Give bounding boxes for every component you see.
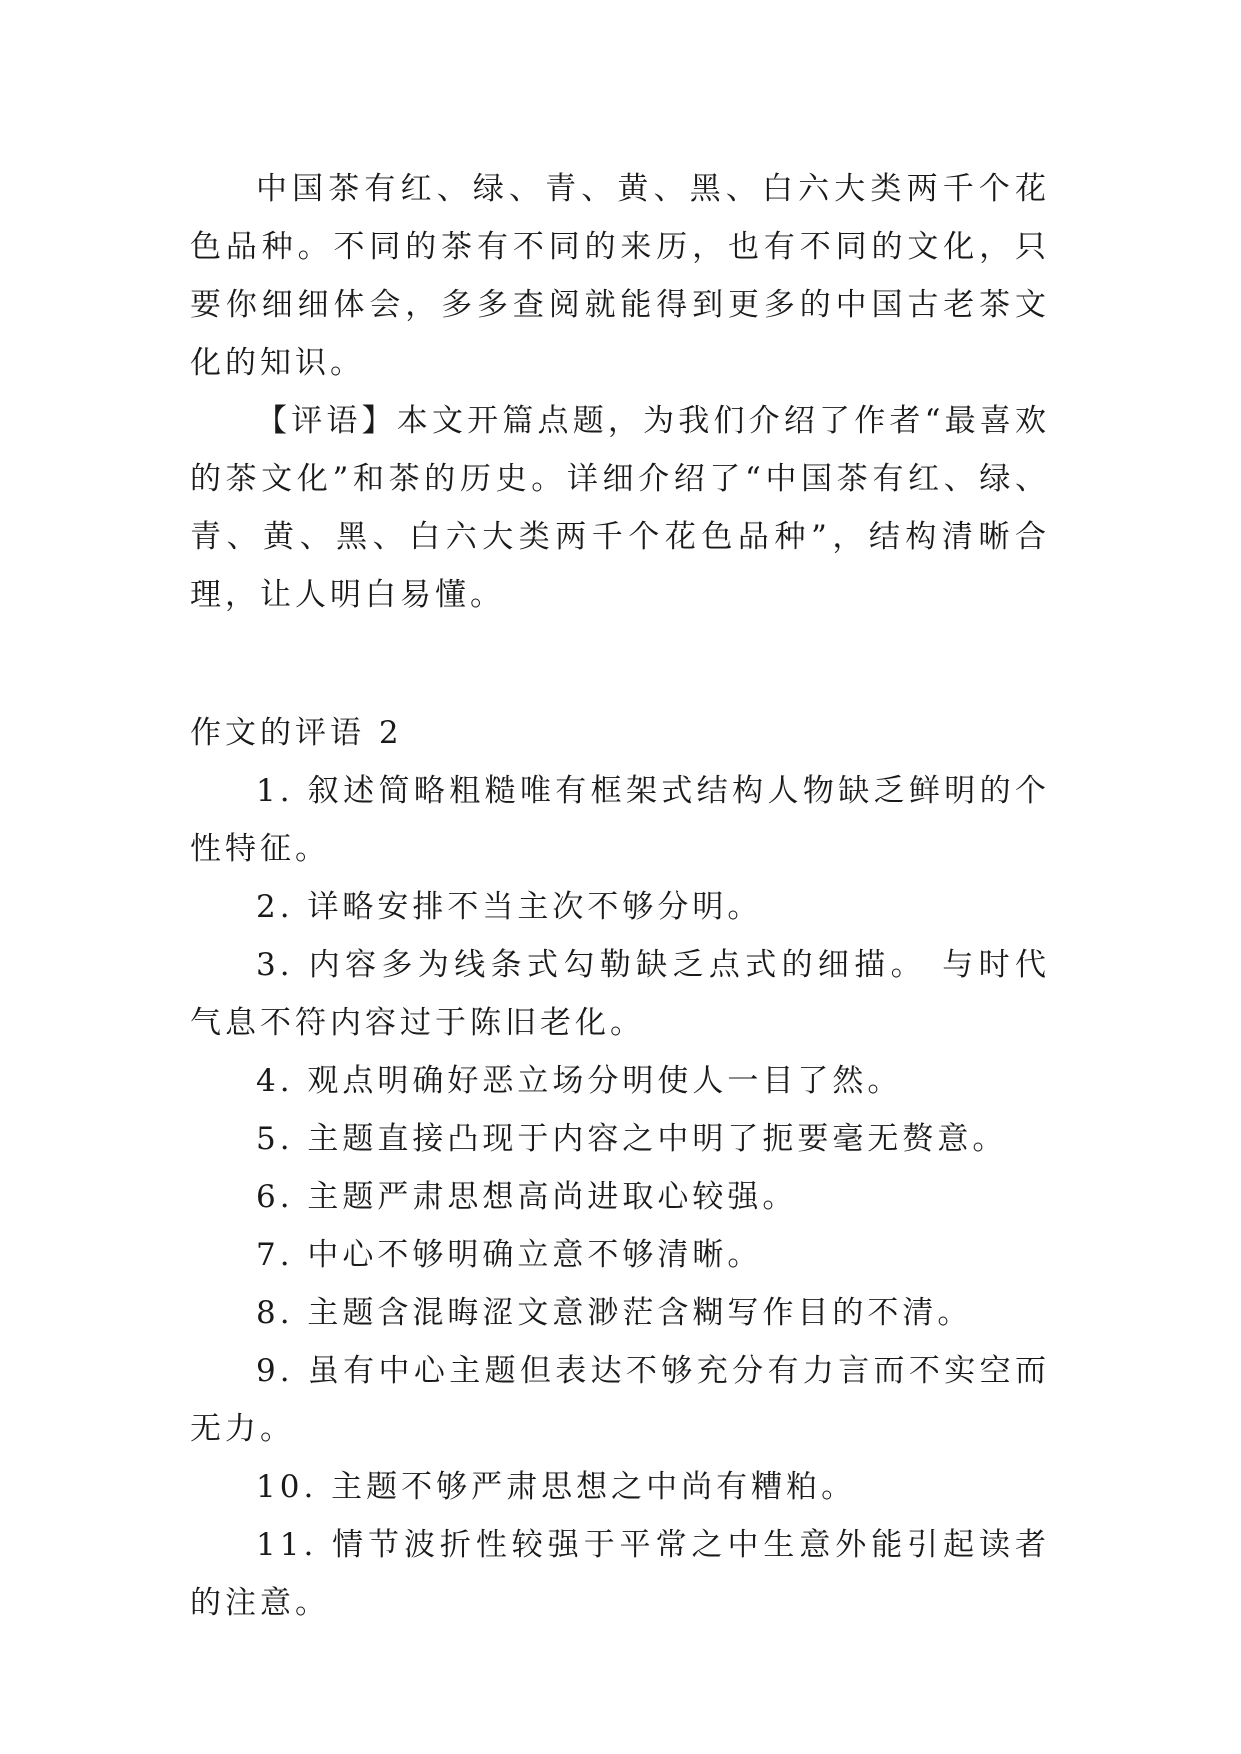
list-item: 5. 主题直接凸现于内容之中明了扼要毫无赘意。 bbox=[256, 1121, 1008, 1157]
section-heading: 作文的评语 2 bbox=[190, 715, 403, 751]
comment-list bbox=[190, 762, 1050, 1632]
list-item: 2. 详略安排不当主次不够分明。 bbox=[256, 889, 763, 925]
list-item: 10. 主题不够严肃思想之中尚有糟粕。 bbox=[256, 1469, 857, 1505]
list-item: 6. 主题严肃思想高尚进取心较强。 bbox=[256, 1179, 798, 1215]
list-item: 7. 中心不够明确立意不够清晰。 bbox=[256, 1237, 763, 1273]
intro-paragraph: 中国茶有红、绿、青、黄、黑、白六大类两千个花色品种。不同的茶有不同的来历，也有不同的文化，只要你细细体会，多多查阅就能得到更多的中国古老茶文化的知识。 bbox=[190, 171, 1050, 381]
comment-paragraph: 【评语】本文开篇点题，为我们介绍了作者“最喜欢的茶文化”和茶的历史。详细介绍了“中国茶有红、绿、青、黄、黑、白六大类两千个花色品种”，结构清晰合理，让人明白易懂。 bbox=[190, 403, 1050, 613]
list-item: 8. 主题含混晦涩文意渺茫含糊写作目的不清。 bbox=[256, 1295, 973, 1331]
document-page bbox=[190, 160, 1050, 1632]
list-item: 11. 情节波折性较强于平常之中生意外能引起读者的注意。 bbox=[190, 1527, 1050, 1621]
list-item: 4. 观点明确好恶立场分明使人一目了然。 bbox=[256, 1063, 903, 1099]
list-item: 1. 叙述简略粗糙唯有框架式结构人物缺乏鲜明的个性特征。 bbox=[190, 773, 1050, 867]
list-item: 9. 虽有中心主题但表达不够充分有力言而不实空而无力。 bbox=[190, 1353, 1050, 1447]
list-item: 3. 内容多为线条式勾勒缺乏点式的细描。 与时代气息不符内容过于陈旧老化。 bbox=[190, 947, 1050, 1041]
